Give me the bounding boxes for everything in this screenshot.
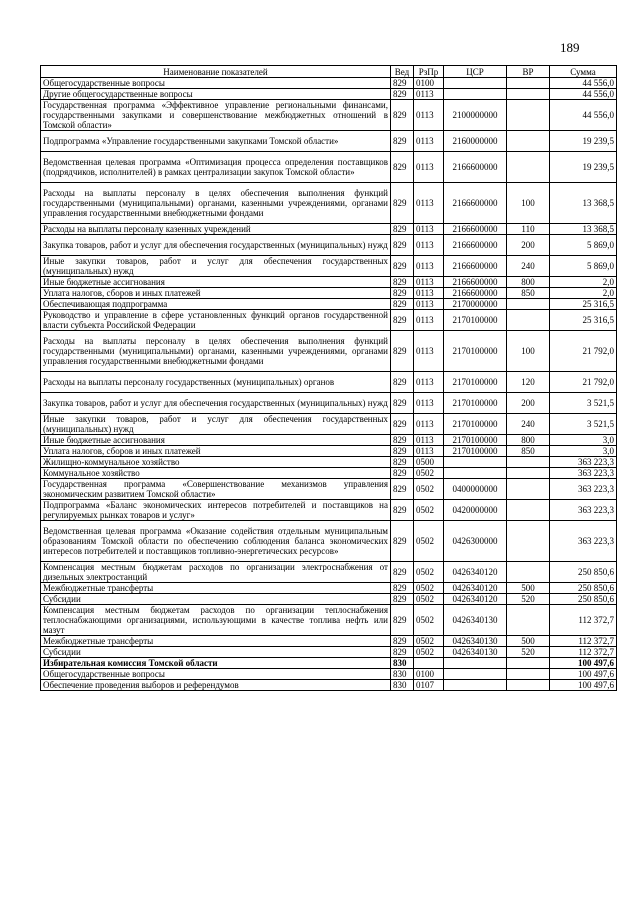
row-csr-cell: 0426340130 — [444, 647, 507, 658]
row-rzpr-cell: 0113 — [414, 446, 444, 457]
row-rzpr-cell: 0113 — [414, 235, 444, 256]
table-row — [41, 224, 617, 235]
row-rzpr-cell: 0502 — [414, 521, 444, 562]
row-csr-cell: 2170100000 — [444, 414, 507, 435]
row-ved-cell: 829 — [391, 594, 414, 605]
row-vr-cell — [507, 468, 550, 479]
row-vr-cell: 100 — [507, 331, 550, 372]
row-ved-cell: 829 — [391, 288, 414, 299]
row-sum-cell: 363 223,3 — [550, 500, 617, 521]
row-csr-cell: 0426340130 — [444, 605, 507, 636]
row-vr-cell: 520 — [507, 647, 550, 658]
row-name-cell: Другие общегосударственные вопросы — [41, 89, 391, 100]
row-ved-cell: 829 — [391, 583, 414, 594]
row-name-cell: Обеспечивающая подпрограмма — [41, 299, 391, 310]
row-name-cell: Уплата налогов, сборов и иных платежей — [41, 446, 391, 457]
row-sum-cell: 2,0 — [550, 288, 617, 299]
table-row — [41, 183, 617, 224]
row-rzpr-cell: 0113 — [414, 372, 444, 393]
row-name-cell: Подпрограмма «Управление государственными закупками Томской области» — [41, 131, 391, 152]
row-name-cell: Закупка товаров, работ и услуг для обеспечения государственных (муниципальных) нужд — [41, 235, 391, 256]
row-rzpr-cell: 0113 — [414, 89, 444, 100]
row-ved-cell: 829 — [391, 277, 414, 288]
row-vr-cell — [507, 152, 550, 183]
row-vr-cell: 200 — [507, 393, 550, 414]
table-row — [41, 100, 617, 131]
row-vr-cell — [507, 457, 550, 468]
row-name-cell: Расходы на выплаты персоналу государственных (муниципальных) органов — [41, 372, 391, 393]
row-csr-cell — [444, 680, 507, 691]
table-row — [41, 658, 617, 669]
table-row — [41, 277, 617, 288]
table-row — [41, 457, 617, 468]
header-sum: Сумма — [550, 66, 617, 78]
row-rzpr-cell: 0113 — [414, 152, 444, 183]
row-rzpr-cell: 0502 — [414, 636, 444, 647]
row-vr-cell: 500 — [507, 583, 550, 594]
row-vr-cell — [507, 658, 550, 669]
row-ved-cell: 829 — [391, 256, 414, 277]
row-csr-cell: 0426300000 — [444, 521, 507, 562]
row-vr-cell — [507, 500, 550, 521]
row-name-cell: Государственная программа «Совершенствование механизмов управления экономическим развитием Томской области» — [41, 479, 391, 500]
table-row — [41, 288, 617, 299]
table-row — [41, 468, 617, 479]
row-name-cell: Компенсация местным бюджетам расходов по организации теплоснабжения теплоснабжающими организациями, использующими в качестве топлива нефть или мазут — [41, 605, 391, 636]
row-name-cell: Субсидии — [41, 647, 391, 658]
row-name-cell: Руководство и управление в сфере установленных функций органов государственной власти субъекта Российской Федерации — [41, 310, 391, 331]
row-rzpr-cell: 0113 — [414, 131, 444, 152]
row-rzpr-cell — [414, 658, 444, 669]
table-body — [41, 78, 617, 691]
row-ved-cell: 829 — [391, 299, 414, 310]
row-sum-cell: 100 497,6 — [550, 658, 617, 669]
row-sum-cell: 13 368,5 — [550, 183, 617, 224]
row-sum-cell: 44 556,0 — [550, 100, 617, 131]
row-rzpr-cell: 0100 — [414, 78, 444, 89]
row-sum-cell: 5 869,0 — [550, 256, 617, 277]
table-row — [41, 479, 617, 500]
row-ved-cell: 829 — [391, 562, 414, 583]
row-ved-cell: 829 — [391, 235, 414, 256]
row-sum-cell: 100 497,6 — [550, 669, 617, 680]
header-csr: ЦСР — [444, 66, 507, 78]
row-vr-cell — [507, 479, 550, 500]
row-csr-cell: 0426340130 — [444, 636, 507, 647]
row-vr-cell: 120 — [507, 372, 550, 393]
row-rzpr-cell: 0113 — [414, 277, 444, 288]
row-csr-cell: 2166600000 — [444, 183, 507, 224]
table-row — [41, 256, 617, 277]
row-name-cell: Расходы на выплаты персоналу в целях обеспечения выполнения функций государственными (муниципальными) органами, казенными учреждениями, органами управления государственными внебюджетными фондами — [41, 331, 391, 372]
row-ved-cell: 829 — [391, 414, 414, 435]
row-sum-cell: 21 792,0 — [550, 331, 617, 372]
row-vr-cell: 850 — [507, 446, 550, 457]
row-ved-cell: 830 — [391, 680, 414, 691]
row-ved-cell: 829 — [391, 647, 414, 658]
row-sum-cell: 250 850,6 — [550, 594, 617, 605]
table-header-row — [41, 66, 617, 78]
row-name-cell: Иные бюджетные ассигнования — [41, 435, 391, 446]
row-sum-cell: 112 372,7 — [550, 647, 617, 658]
row-rzpr-cell: 0113 — [414, 414, 444, 435]
table-row — [41, 669, 617, 680]
row-vr-cell — [507, 100, 550, 131]
row-ved-cell: 830 — [391, 669, 414, 680]
row-ved-cell: 829 — [391, 152, 414, 183]
row-sum-cell: 363 223,3 — [550, 468, 617, 479]
row-sum-cell: 25 316,5 — [550, 310, 617, 331]
row-csr-cell: 2166600000 — [444, 256, 507, 277]
row-vr-cell — [507, 131, 550, 152]
row-rzpr-cell: 0113 — [414, 100, 444, 131]
row-csr-cell: 0426340120 — [444, 594, 507, 605]
row-name-cell: Иные закупки товаров, работ и услуг для обеспечения государственных (муниципальных) нужд — [41, 256, 391, 277]
row-csr-cell: 2170100000 — [444, 435, 507, 446]
header-ved: Вед — [391, 66, 414, 78]
row-csr-cell — [444, 89, 507, 100]
row-ved-cell: 829 — [391, 310, 414, 331]
row-vr-cell: 800 — [507, 277, 550, 288]
row-vr-cell — [507, 605, 550, 636]
row-csr-cell: 2170100000 — [444, 446, 507, 457]
row-rzpr-cell: 0502 — [414, 479, 444, 500]
row-rzpr-cell: 0502 — [414, 562, 444, 583]
row-rzpr-cell: 0502 — [414, 500, 444, 521]
row-csr-cell: 0426340120 — [444, 583, 507, 594]
row-sum-cell: 13 368,5 — [550, 224, 617, 235]
row-csr-cell: 0420000000 — [444, 500, 507, 521]
row-csr-cell: 2100000000 — [444, 100, 507, 131]
row-name-cell: Иные закупки товаров, работ и услуг для обеспечения государственных (муниципальных) нужд — [41, 414, 391, 435]
header-name: Наименование показателей — [41, 66, 391, 78]
row-csr-cell — [444, 78, 507, 89]
row-sum-cell: 3,0 — [550, 446, 617, 457]
row-name-cell: Закупка товаров, работ и услуг для обеспечения государственных (муниципальных) нужд — [41, 393, 391, 414]
row-vr-cell: 850 — [507, 288, 550, 299]
table-row — [41, 500, 617, 521]
row-csr-cell: 2170000000 — [444, 299, 507, 310]
table-row — [41, 636, 617, 647]
row-rzpr-cell: 0100 — [414, 669, 444, 680]
row-sum-cell: 363 223,3 — [550, 457, 617, 468]
row-ved-cell: 829 — [391, 521, 414, 562]
row-csr-cell: 2166600000 — [444, 152, 507, 183]
row-ved-cell: 829 — [391, 331, 414, 372]
row-rzpr-cell: 0113 — [414, 331, 444, 372]
row-ved-cell: 829 — [391, 224, 414, 235]
row-name-cell: Уплата налогов, сборов и иных платежей — [41, 288, 391, 299]
table-row — [41, 435, 617, 446]
table-row — [41, 310, 617, 331]
row-ved-cell: 829 — [391, 468, 414, 479]
header-rzpr: РзПр — [414, 66, 444, 78]
row-ved-cell: 829 — [391, 479, 414, 500]
row-name-cell: Ведомственная целевая программа «Оказание содействия отдельным муниципальным образованиям Томской области по обеспечению соблюдения баланса экономических интересов потребителей и поставщиков топливно-энергетических ресурсов» — [41, 521, 391, 562]
row-csr-cell — [444, 457, 507, 468]
row-name-cell: Избирательная комиссия Томской области — [41, 658, 391, 669]
row-name-cell: Компенсация местным бюджетам расходов по организации электроснабжения от дизельных электростанций — [41, 562, 391, 583]
row-ved-cell: 829 — [391, 435, 414, 446]
row-name-cell: Подпрограмма «Баланс экономических интересов потребителей и поставщиков на регулируемых рынках товаров и услуг» — [41, 500, 391, 521]
row-rzpr-cell: 0113 — [414, 183, 444, 224]
row-vr-cell: 240 — [507, 414, 550, 435]
row-rzpr-cell: 0107 — [414, 680, 444, 691]
row-rzpr-cell: 0113 — [414, 435, 444, 446]
table-row — [41, 680, 617, 691]
row-sum-cell: 21 792,0 — [550, 372, 617, 393]
row-rzpr-cell: 0113 — [414, 288, 444, 299]
row-sum-cell: 5 869,0 — [550, 235, 617, 256]
row-csr-cell: 2166600000 — [444, 277, 507, 288]
row-sum-cell: 19 239,5 — [550, 131, 617, 152]
row-sum-cell: 363 223,3 — [550, 479, 617, 500]
row-ved-cell: 829 — [391, 131, 414, 152]
row-name-cell: Межбюджетные трансферты — [41, 583, 391, 594]
table-row — [41, 583, 617, 594]
row-ved-cell: 830 — [391, 658, 414, 669]
row-csr-cell — [444, 669, 507, 680]
row-ved-cell: 829 — [391, 78, 414, 89]
row-csr-cell — [444, 658, 507, 669]
table-row — [41, 562, 617, 583]
row-vr-cell: 520 — [507, 594, 550, 605]
row-rzpr-cell: 0113 — [414, 393, 444, 414]
table-row — [41, 605, 617, 636]
table-row — [41, 521, 617, 562]
row-ved-cell: 829 — [391, 500, 414, 521]
row-ved-cell: 829 — [391, 457, 414, 468]
row-vr-cell: 800 — [507, 435, 550, 446]
row-rzpr-cell: 0502 — [414, 605, 444, 636]
row-vr-cell: 100 — [507, 183, 550, 224]
table-row — [41, 594, 617, 605]
row-ved-cell: 829 — [391, 89, 414, 100]
row-name-cell: Общегосударственные вопросы — [41, 78, 391, 89]
row-name-cell: Государственная программа «Эффективное управление региональными финансами, государственными закупками и совершенствование межбюджетных отношений в Томской области» — [41, 100, 391, 131]
row-vr-cell — [507, 521, 550, 562]
row-name-cell: Обеспечение проведения выборов и референдумов — [41, 680, 391, 691]
row-csr-cell — [444, 468, 507, 479]
row-csr-cell: 2166600000 — [444, 288, 507, 299]
row-sum-cell: 2,0 — [550, 277, 617, 288]
row-csr-cell: 2166600000 — [444, 224, 507, 235]
row-name-cell: Иные бюджетные ассигнования — [41, 277, 391, 288]
row-vr-cell — [507, 562, 550, 583]
table-row — [41, 235, 617, 256]
row-rzpr-cell: 0113 — [414, 299, 444, 310]
row-csr-cell: 2170100000 — [444, 331, 507, 372]
row-vr-cell: 200 — [507, 235, 550, 256]
row-sum-cell: 250 850,6 — [550, 562, 617, 583]
page-number: 189 — [560, 40, 580, 55]
row-ved-cell: 829 — [391, 183, 414, 224]
row-ved-cell: 829 — [391, 605, 414, 636]
row-sum-cell: 44 556,0 — [550, 78, 617, 89]
row-name-cell: Общегосударственные вопросы — [41, 669, 391, 680]
row-csr-cell: 2170100000 — [444, 393, 507, 414]
table-row — [41, 299, 617, 310]
row-rzpr-cell: 0502 — [414, 594, 444, 605]
row-rzpr-cell: 0502 — [414, 583, 444, 594]
table-row — [41, 89, 617, 100]
row-name-cell: Расходы на выплаты персоналу казенных учреждений — [41, 224, 391, 235]
row-sum-cell: 44 556,0 — [550, 89, 617, 100]
row-sum-cell: 112 372,7 — [550, 605, 617, 636]
row-vr-cell — [507, 299, 550, 310]
row-rzpr-cell: 0502 — [414, 647, 444, 658]
row-sum-cell: 3 521,5 — [550, 414, 617, 435]
table-row — [41, 131, 617, 152]
row-name-cell: Жилищно-коммунальное хозяйство — [41, 457, 391, 468]
row-csr-cell: 2166600000 — [444, 235, 507, 256]
row-rzpr-cell: 0502 — [414, 468, 444, 479]
table-row — [41, 372, 617, 393]
row-name-cell: Субсидии — [41, 594, 391, 605]
row-sum-cell: 100 497,6 — [550, 680, 617, 691]
row-vr-cell — [507, 89, 550, 100]
row-rzpr-cell: 0113 — [414, 310, 444, 331]
row-name-cell: Ведомственная целевая программа «Оптимизация процесса определения поставщиков (подрядчиков, исполнителей) в рамках централизации закупок Томской области» — [41, 152, 391, 183]
row-csr-cell: 0400000000 — [444, 479, 507, 500]
row-csr-cell: 0426340120 — [444, 562, 507, 583]
row-sum-cell: 112 372,7 — [550, 636, 617, 647]
table-row — [41, 393, 617, 414]
row-csr-cell: 2170100000 — [444, 372, 507, 393]
row-vr-cell — [507, 669, 550, 680]
row-rzpr-cell: 0113 — [414, 256, 444, 277]
row-ved-cell: 829 — [391, 100, 414, 131]
row-vr-cell: 110 — [507, 224, 550, 235]
row-rzpr-cell: 0113 — [414, 224, 444, 235]
budget-table — [40, 65, 617, 691]
table-row — [41, 78, 617, 89]
table-row — [41, 647, 617, 658]
row-vr-cell — [507, 78, 550, 89]
row-sum-cell: 3,0 — [550, 435, 617, 446]
row-ved-cell: 829 — [391, 372, 414, 393]
table-row — [41, 152, 617, 183]
row-name-cell: Межбюджетные трансферты — [41, 636, 391, 647]
row-sum-cell: 25 316,5 — [550, 299, 617, 310]
row-csr-cell: 2160000000 — [444, 131, 507, 152]
row-name-cell: Коммунальное хозяйство — [41, 468, 391, 479]
row-ved-cell: 829 — [391, 393, 414, 414]
row-sum-cell: 3 521,5 — [550, 393, 617, 414]
row-sum-cell: 363 223,3 — [550, 521, 617, 562]
row-sum-cell: 250 850,6 — [550, 583, 617, 594]
row-vr-cell — [507, 310, 550, 331]
table-row — [41, 446, 617, 457]
row-name-cell: Расходы на выплаты персоналу в целях обеспечения выполнения функций государственными (муниципальными) органами, казенными учреждениями, органами управления государственными внебюджетными фондами — [41, 183, 391, 224]
header-vr: ВР — [507, 66, 550, 78]
row-sum-cell: 19 239,5 — [550, 152, 617, 183]
table-row — [41, 414, 617, 435]
row-rzpr-cell: 0500 — [414, 457, 444, 468]
row-vr-cell: 240 — [507, 256, 550, 277]
row-vr-cell: 500 — [507, 636, 550, 647]
row-ved-cell: 829 — [391, 446, 414, 457]
row-ved-cell: 829 — [391, 636, 414, 647]
table-row — [41, 331, 617, 372]
row-vr-cell — [507, 680, 550, 691]
row-csr-cell: 2170100000 — [444, 310, 507, 331]
